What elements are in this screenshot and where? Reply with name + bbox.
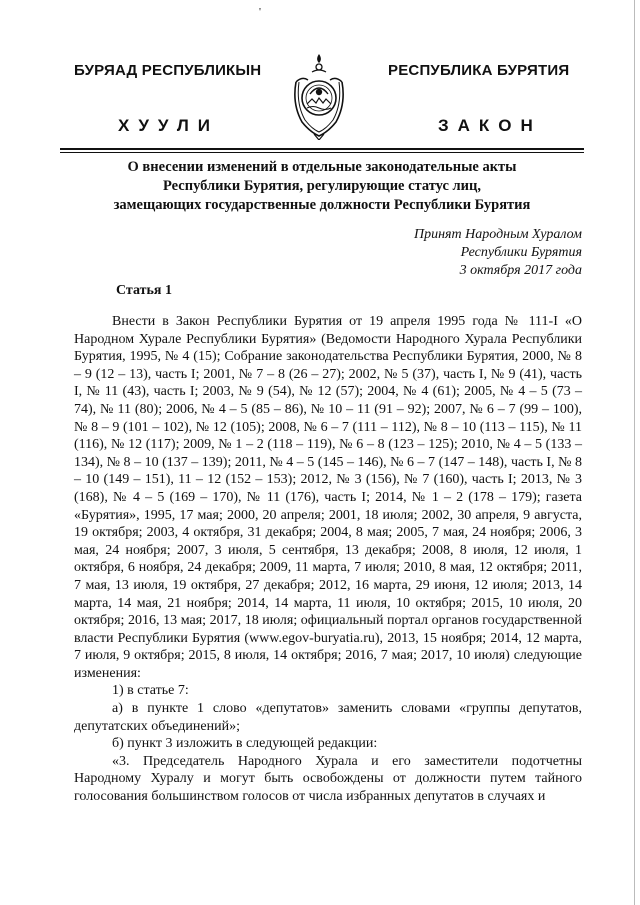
paragraph: а) в пункте 1 слово «депутатов» заменить словами «группы депутатов, депутатских объединений»; (74, 701, 582, 734)
header-left-subtitle: ХУУЛИ (118, 116, 219, 135)
adoption-note (414, 226, 582, 280)
paragraph: «3. Председатель Народного Хурала и его заместители подотчетны Народному Хуралу и могут быть освобождены от должности путем тайного голосования большинством голосов от числа избранных депутатов в случаях и (74, 753, 582, 805)
paragraph: 1) в статье 7: (112, 683, 189, 699)
paragraph: Внести в Закон Республики Бурятия от 19 апреля 1995 года № 111-I «О Народном Хурале Республики Бурятия» (Ведомости Народного Хурала Республики Бурятия, 1995, № 4 (15); Собрание законодательства Республики Бурятия, 2000, № 8 – 9 (12 – 13), часть I; 2001, № 7 – 8 (26 – 27); 2002, № 5 (37), часть I, № 9 (41), часть I, № 11 (43), часть I; 2003, № 9 (54), № 12 (57); 2004, № 4 (61); 2005, № 4 – 5 (73 – 74), № 11 (80); 2006, № 4 – 5 (85 – 86), № 10 – 11 (91 – 92); 2007, № 6 – 7 (99 – 100), № 8 – 9 (101 – 102), № 12 (105); 2008, № 6 – 7 (111 – 112), № 8 – 10 (113 – 115), № 11 (116), № 12 (117); 2009, № 1 – 2 (118 – 119), № 6 – 8 (123 – 125); 2010, № 4 – 5 (133 – 134), № 8 – 10 (137 – 139); 2011, № 4 – 5 (145 – 146), № 6 – 7 (147 – 148), часть I, № 8 – 10 (149 – 151), 11 – 12 (152 – 153); 2012, № 3 (156), № 7 (160), часть I; 2013, № 3 (168), № 4 – 5 (169 – 170), № 11 (176), часть I; 2014, № 1 – 2 (178 – 179); газета «Бурятия», 1995, 17 мая; 2000, 20 апреля; 2001, 18 июля; 2002, 30 апреля, 9 августа, 19 октября; 2003, 4 октября, 31 декабря; 2004, 8 мая; 2005, 7 мая, 24 ноября; 2006, 3 мая, 24 ноября; 2007, 3 июля, 5 сентября, 13 декабря; 2008, 8 июля, 12 июля, 1 октября, 6 ноября, 24 декабря; 2009, 11 марта, 7 июля; 2010, 8 мая, 12 октября; 2011, 7 мая, 13 июля, 19 октября, 27 декабря; 2012, 16 марта, 29 июня, 12 июля; 2013, 14 марта, 14 мая, 21 ноября; 2014, 14 марта, 11 июля, 10 октября; 2015, 10 июля, 20 октября; 2016, 13 мая; 2017, 18 июля; официальный портал органов государственной власти Республики Бурятия (www.egov-buryatia.ru), 2013, 15 ноября; 2014, 12 марта, 7 июля, 9 октября; 2015, 8 июля, 14 октября; 2016, 7 мая; 2017, 10 июля) следующие изменения: (74, 314, 582, 681)
header-rule-thin (60, 152, 584, 153)
adoption-line: Республики Бурятия (460, 245, 582, 260)
adoption-date: 3 октября 2017 года (459, 263, 582, 278)
header-right-title: РЕСПУБЛИКА БУРЯТИЯ (388, 62, 570, 79)
scan-mark: ' (259, 6, 261, 18)
law-title-line: замещающих государственные должности Республики Бурятия (113, 197, 531, 213)
coat-of-arms-icon (288, 52, 350, 140)
law-title (60, 158, 584, 215)
page-edge-line (634, 0, 635, 905)
article-heading: Статья 1 (116, 283, 172, 298)
header-rule-thick (60, 148, 584, 150)
header-right-subtitle: ЗАКОН (438, 116, 542, 135)
paragraph: б) пункт 3 изложить в следующей редакции: (112, 736, 378, 752)
article-body (74, 313, 582, 806)
adoption-line: Принят Народным Хуралом (413, 227, 582, 242)
header-left-title: БУРЯАД РЕСПУБЛИКЫН (74, 62, 262, 79)
law-title-line: О внесении изменений в отдельные законодательные акты (127, 159, 517, 175)
law-title-line: Республики Бурятия, регулирующие статус лиц, (163, 178, 481, 194)
